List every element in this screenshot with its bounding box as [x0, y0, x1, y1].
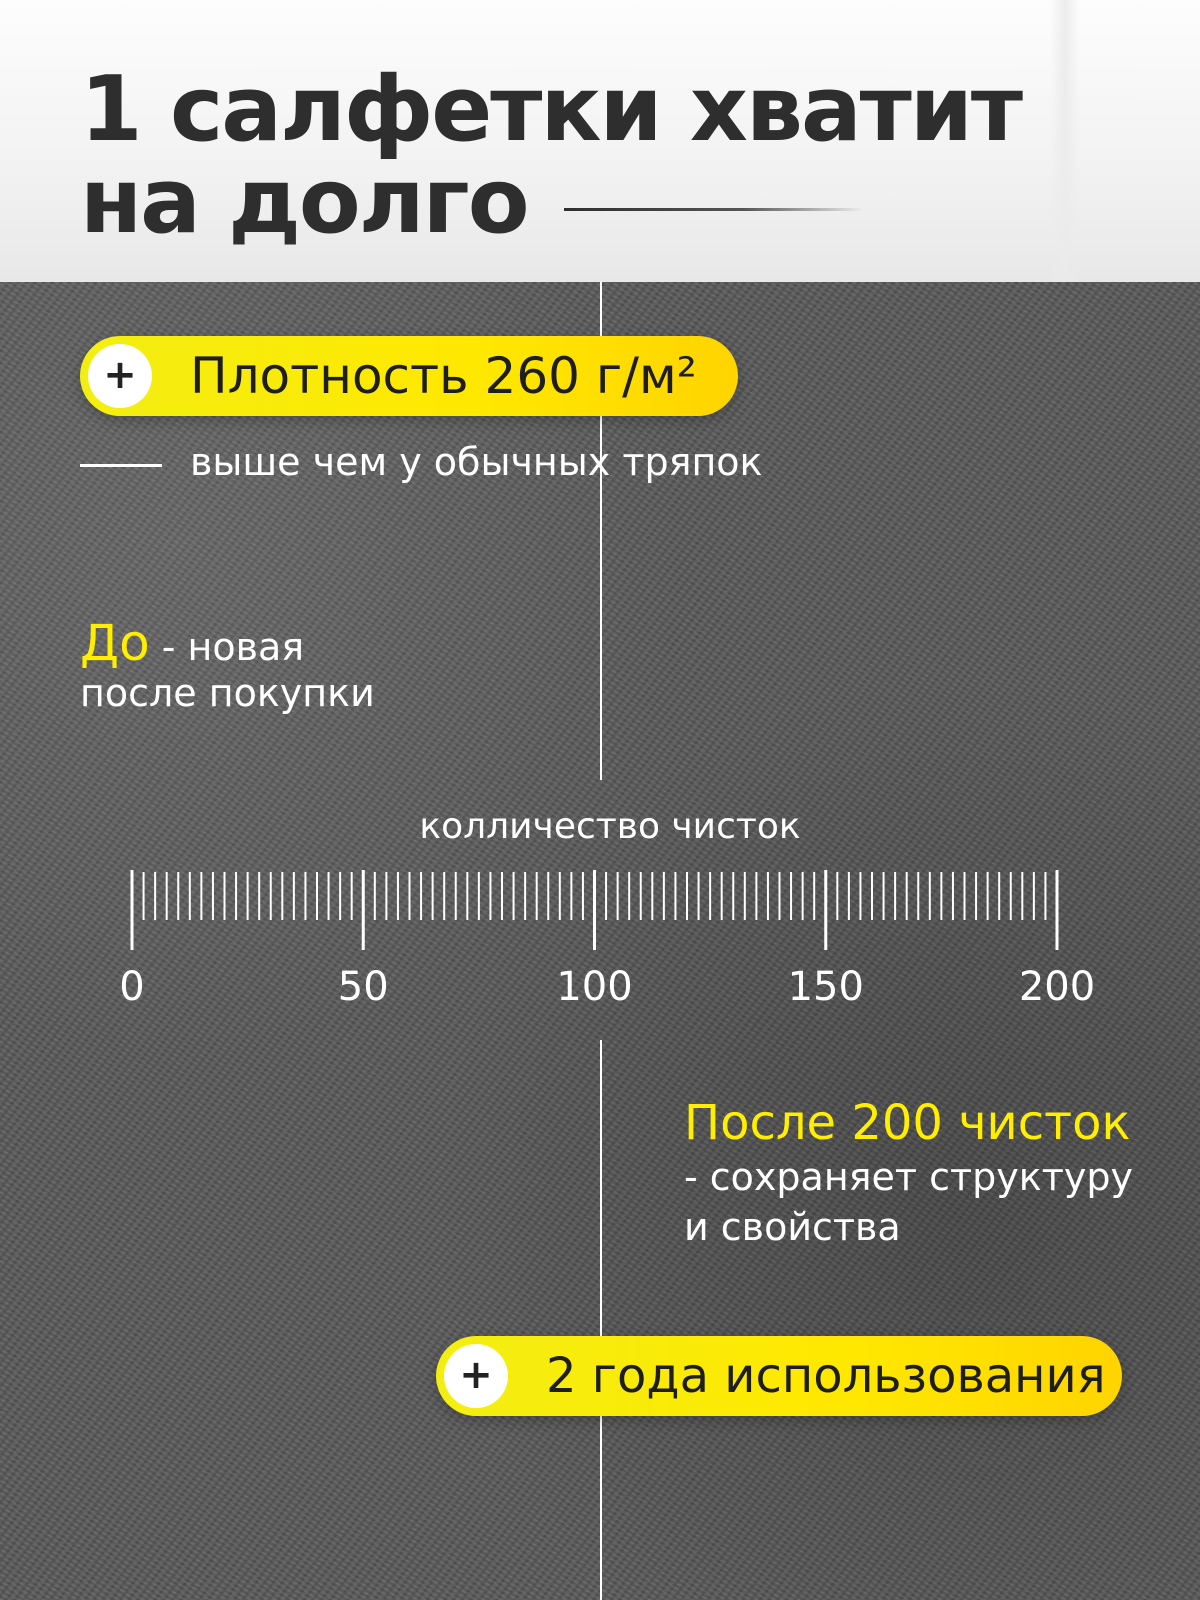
- density-note: выше чем у обычных тряпок: [190, 440, 763, 484]
- scale-tick-label: 100: [556, 964, 633, 1010]
- after-line-2: - сохраняет структуру: [684, 1155, 1133, 1199]
- divider-line-bottom: [600, 1040, 602, 1600]
- before-highlight: До: [80, 614, 150, 672]
- scale-tick-label: 150: [787, 964, 864, 1010]
- before-caption: [80, 614, 375, 716]
- scale-tick-label: 0: [119, 964, 145, 1010]
- before-text: - новая: [149, 625, 305, 669]
- years-text: 2 года использования: [546, 1348, 1106, 1404]
- page-title: [80, 57, 1022, 254]
- cleaning-count-scale: [0, 860, 1200, 1010]
- density-note-dash: [80, 464, 162, 467]
- title-divider: [564, 208, 864, 211]
- after-caption: [684, 1094, 1133, 1252]
- header: [0, 0, 1200, 282]
- plus-icon: +: [88, 344, 152, 408]
- density-text: Плотность 260 г/м²: [190, 347, 697, 405]
- scale-label: колличество чисток: [419, 806, 801, 847]
- years-badge: [436, 1336, 1122, 1416]
- after-highlight: После 200 чисток: [684, 1095, 1131, 1151]
- title-line-2: на долго: [80, 149, 528, 254]
- scale-tick-label: 200: [1018, 964, 1096, 1010]
- title-line-1: 1 салфетки хватит: [80, 57, 1022, 162]
- scale-tick-label: 50: [337, 964, 389, 1010]
- after-line-3: и свойства: [684, 1205, 901, 1249]
- plus-icon: +: [444, 1344, 508, 1408]
- before-line-2: после покупки: [80, 671, 375, 715]
- density-badge: [80, 336, 738, 416]
